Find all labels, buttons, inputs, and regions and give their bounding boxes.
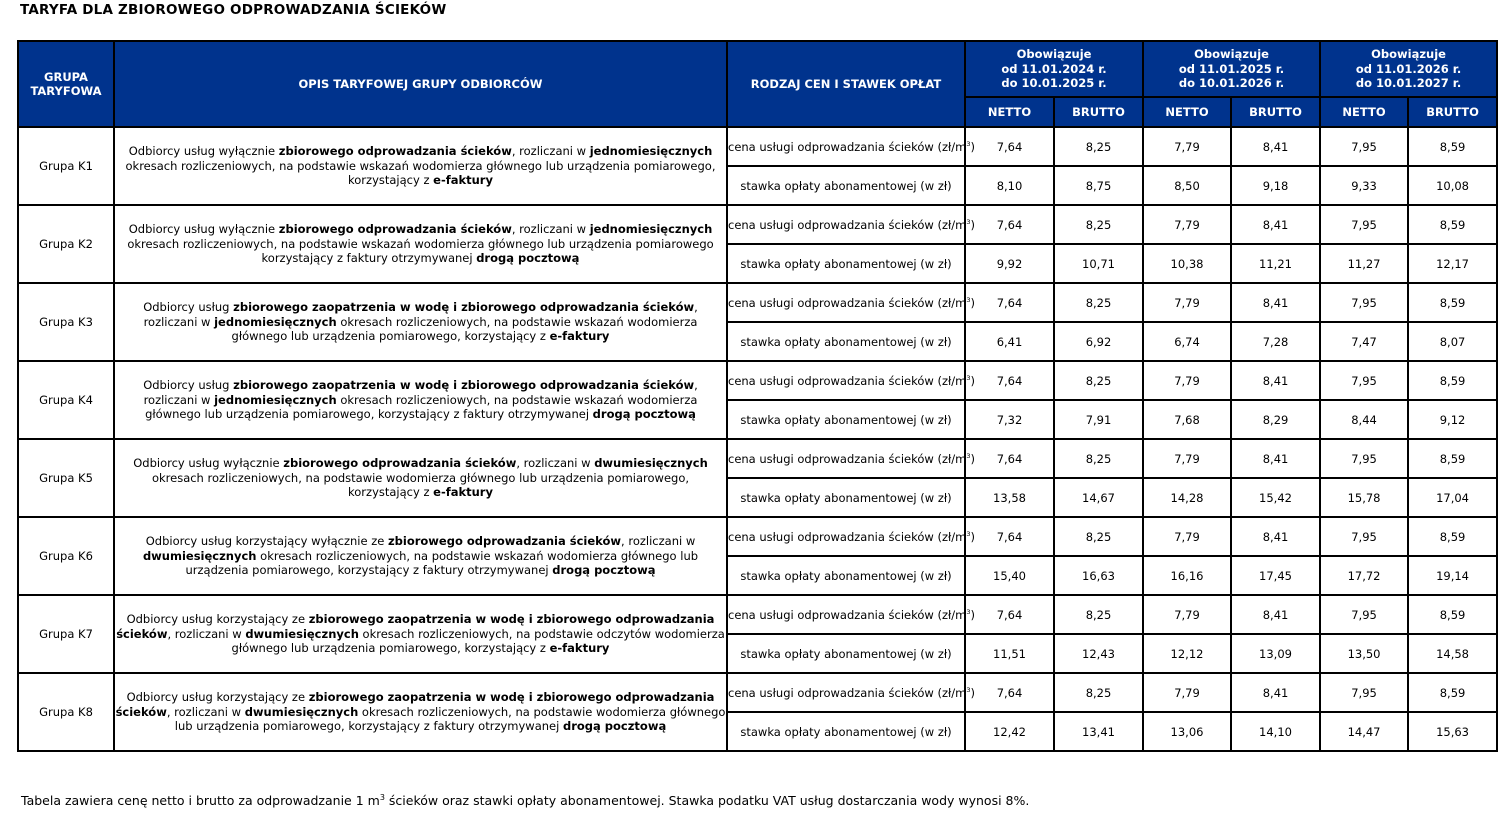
header-period-2025: Obowiązuje od 11.01.2025 r. do 10.01.2026 r. xyxy=(1143,41,1320,97)
description-segment: dwumiesięcznych xyxy=(142,548,257,563)
description-segment: zbiorowego zaopatrzenia w wodę i zbiorowego odprowadzania ścieków xyxy=(233,300,695,315)
service-price-value: 7,95 xyxy=(1320,439,1408,478)
description-segment: zbiorowego odprowadzania ścieków xyxy=(387,534,622,549)
service-price-value: 7,95 xyxy=(1320,517,1408,556)
service-price-value: 8,59 xyxy=(1408,205,1497,244)
description-segment: , rozliczani w xyxy=(511,222,590,237)
service-price-value: 8,41 xyxy=(1231,361,1320,400)
description-segment: Odbiorcy usług wyłącznie xyxy=(128,222,279,237)
description-segment: Odbiorcy usług xyxy=(143,300,234,315)
group-name: Grupa K7 xyxy=(18,595,114,673)
table-row xyxy=(18,127,1497,166)
service-price-value: 7,79 xyxy=(1143,205,1231,244)
description-segment: drogą pocztową xyxy=(476,251,580,266)
service-price-value: 7,95 xyxy=(1320,595,1408,634)
service-price-value: 8,59 xyxy=(1408,361,1497,400)
group-description xyxy=(114,595,727,673)
table-row xyxy=(18,595,1497,634)
description-segment: jednomiesięcznych xyxy=(589,222,713,237)
subscription-fee-value: 13,50 xyxy=(1320,634,1408,673)
subscription-fee-value: 14,47 xyxy=(1320,712,1408,751)
price-label-service: cena usługi odprowadzania ścieków $(zł/m^3)$ xyxy=(727,361,965,400)
subscription-fee-value: 8,29 xyxy=(1231,400,1320,439)
description-segment: zbiorowego zaopatrzenia w wodę i zbiorowego odprowadzania ścieków xyxy=(115,690,715,719)
subscription-fee-value: 10,08 xyxy=(1408,166,1497,205)
subscription-fee-value: 6,41 xyxy=(965,322,1054,361)
header-group: GRUPA TARYFOWA xyxy=(18,41,114,127)
table-row xyxy=(18,439,1497,478)
header-price-type: RODZAJ CEN I STAWEK OPŁAT xyxy=(727,41,965,127)
description-segment: zbiorowego odprowadzania ścieków xyxy=(278,222,512,237)
service-price-value: 7,95 xyxy=(1320,673,1408,712)
description-segment: e-faktury xyxy=(549,641,610,656)
description-segment: zbiorowego zaopatrzenia w wodę i zbiorowego odprowadzania ścieków xyxy=(233,378,695,393)
service-price-value: 7,64 xyxy=(965,283,1054,322)
service-price-value: 8,59 xyxy=(1408,673,1497,712)
price-label-service: cena usługi odprowadzania ścieków $(zł/m^3)$ xyxy=(727,517,965,556)
subscription-fee-value: 17,72 xyxy=(1320,556,1408,595)
group-description xyxy=(114,673,727,751)
service-price-value: 8,25 xyxy=(1054,595,1143,634)
price-label-subscription: stawka opłaty abonamentowej (w zł) xyxy=(727,166,965,205)
service-price-value: 8,41 xyxy=(1231,127,1320,166)
subscription-fee-value: 12,12 xyxy=(1143,634,1231,673)
table-row xyxy=(18,517,1497,556)
description-segment: zbiorowego odprowadzania ścieków xyxy=(283,456,517,471)
header-row xyxy=(18,41,1497,97)
service-price-value: 7,64 xyxy=(965,127,1054,166)
subscription-fee-value: 7,28 xyxy=(1231,322,1320,361)
price-label-service: cena usługi odprowadzania ścieków $(zł/m^3)$ xyxy=(727,439,965,478)
price-label-subscription: stawka opłaty abonamentowej (w zł) xyxy=(727,634,965,673)
subscription-fee-value: 13,09 xyxy=(1231,634,1320,673)
header-period-2026: Obowiązuje od 11.01.2026 r. do 10.01.2027 r. xyxy=(1320,41,1497,97)
description-segment: okresach rozliczeniowych, na podstawie wodomierza głównego lub urządzenia pomiarowego, korzystający z faktury otrzymywanej xyxy=(174,704,726,734)
price-label-service: cena usługi odprowadzania ścieków $(zł/m^3)$ xyxy=(727,205,965,244)
group-description xyxy=(114,205,727,283)
service-price-value: 7,64 xyxy=(965,439,1054,478)
tariff-table xyxy=(17,40,1498,752)
service-price-value: 8,59 xyxy=(1408,283,1497,322)
service-price-value: 7,64 xyxy=(965,361,1054,400)
service-price-value: 7,64 xyxy=(965,595,1054,634)
group-description xyxy=(114,283,727,361)
table-row xyxy=(18,673,1497,712)
service-price-value: 7,79 xyxy=(1143,127,1231,166)
subscription-fee-value: 16,63 xyxy=(1054,556,1143,595)
service-price-value: 7,95 xyxy=(1320,205,1408,244)
service-price-value: 8,25 xyxy=(1054,127,1143,166)
service-price-value: 8,41 xyxy=(1231,283,1320,322)
subscription-fee-value: 14,28 xyxy=(1143,478,1231,517)
subscription-fee-value: 11,21 xyxy=(1231,244,1320,283)
subscription-fee-value: 8,50 xyxy=(1143,166,1231,205)
subscription-fee-value: 9,92 xyxy=(965,244,1054,283)
service-price-value: 8,41 xyxy=(1231,205,1320,244)
description-segment: jednomiesięcznych xyxy=(589,144,713,159)
description-segment: Odbiorcy usług korzystający ze xyxy=(126,612,309,627)
header-brutto: BRUTTO xyxy=(1408,97,1497,127)
header-netto: NETTO xyxy=(1320,97,1408,127)
subscription-fee-value: 11,51 xyxy=(965,634,1054,673)
description-segment: e-faktury xyxy=(549,329,610,344)
table-row xyxy=(18,205,1497,244)
service-price-value: 8,59 xyxy=(1408,595,1497,634)
group-name: Grupa K2 xyxy=(18,205,114,283)
group-name: Grupa K5 xyxy=(18,439,114,517)
description-segment: okresach rozliczeniowych, na podstawie wodomierza głównego lub urządzenia pomiarowego, korzystający z xyxy=(151,470,690,500)
subscription-fee-value: 15,42 xyxy=(1231,478,1320,517)
description-segment: , rozliczani w xyxy=(516,456,595,471)
subscription-fee-value: 9,12 xyxy=(1408,400,1497,439)
description-segment: zbiorowego odprowadzania ścieków xyxy=(278,144,512,159)
description-segment: okresach rozliczeniowych, na podstawie wskazań wodomierza głównego lub urządzenia pomiarowego korzystający z faktury otrzymywanej xyxy=(127,236,714,266)
service-price-value: 7,95 xyxy=(1320,127,1408,166)
subscription-fee-value: 15,78 xyxy=(1320,478,1408,517)
description-segment: okresach rozliczeniowych, na podstawie wskazań wodomierza głównego lub urządzenia pomiarowego, korzystający z xyxy=(125,158,716,188)
service-price-value: 8,41 xyxy=(1231,673,1320,712)
subscription-fee-value: 9,33 xyxy=(1320,166,1408,205)
subscription-fee-value: 17,04 xyxy=(1408,478,1497,517)
description-segment: Odbiorcy usług wyłącznie xyxy=(133,456,284,471)
header-description: OPIS TARYFOWEJ GRUPY ODBIORCÓW xyxy=(114,41,727,127)
group-name: Grupa K4 xyxy=(18,361,114,439)
service-price-value: 7,95 xyxy=(1320,283,1408,322)
header-netto: NETTO xyxy=(965,97,1054,127)
description-segment: drogą pocztową xyxy=(592,407,696,422)
subscription-fee-value: 8,10 xyxy=(965,166,1054,205)
subscription-fee-value: 17,45 xyxy=(1231,556,1320,595)
description-segment: , rozliczani w xyxy=(143,300,698,329)
subscription-fee-value: 13,41 xyxy=(1054,712,1143,751)
subscription-fee-value: 19,14 xyxy=(1408,556,1497,595)
page-title: TARYFA DLA ZBIOROWEGO ODPROWADZANIA ŚCIEKÓW xyxy=(20,2,447,18)
description-segment: drogą pocztową xyxy=(552,563,656,578)
subscription-fee-value: 15,63 xyxy=(1408,712,1497,751)
service-price-value: 7,64 xyxy=(965,673,1054,712)
price-label-subscription: stawka opłaty abonamentowej (w zł) xyxy=(727,400,965,439)
subscription-fee-value: 9,18 xyxy=(1231,166,1320,205)
subscription-fee-value: 8,07 xyxy=(1408,322,1497,361)
subscription-fee-value: 12,43 xyxy=(1054,634,1143,673)
header-brutto: BRUTTO xyxy=(1054,97,1143,127)
price-label-subscription: stawka opłaty abonamentowej (w zł) xyxy=(727,322,965,361)
service-price-value: 8,25 xyxy=(1054,205,1143,244)
subscription-fee-value: 10,38 xyxy=(1143,244,1231,283)
description-segment: , rozliczani w xyxy=(167,626,246,641)
subscription-fee-value: 16,16 xyxy=(1143,556,1231,595)
description-segment: jednomiesięcznych xyxy=(214,392,337,407)
group-description xyxy=(114,517,727,595)
service-price-value: 7,79 xyxy=(1143,439,1231,478)
header-brutto: BRUTTO xyxy=(1231,97,1320,127)
group-name: Grupa K8 xyxy=(18,673,114,751)
group-name: Grupa K1 xyxy=(18,127,114,205)
description-segment: okresach rozliczeniowych, na podstawie odczytów wodomierza głównego lub urządzenia pomiarowego, korzystający z xyxy=(231,626,725,656)
description-segment: dwumiesięcznych xyxy=(245,626,359,641)
subscription-fee-value: 15,40 xyxy=(965,556,1054,595)
description-segment: okresach rozliczeniowych, na podstawie wskazań wodomierza głównego lub urządzenia pomiarowego, korzystający z xyxy=(231,314,698,344)
header-netto: NETTO xyxy=(1143,97,1231,127)
description-segment: drogą pocztową xyxy=(562,719,667,734)
subscription-fee-value: 12,17 xyxy=(1408,244,1497,283)
subscription-fee-value: 11,27 xyxy=(1320,244,1408,283)
price-label-service: cena usługi odprowadzania ścieków $(zł/m^3)$ xyxy=(727,673,965,712)
description-segment: dwumiesięcznych xyxy=(244,704,359,719)
tariff-body xyxy=(18,127,1497,751)
service-price-value: 7,79 xyxy=(1143,673,1231,712)
service-price-value: 7,79 xyxy=(1143,517,1231,556)
subscription-fee-value: 7,91 xyxy=(1054,400,1143,439)
subscription-fee-value: 7,47 xyxy=(1320,322,1408,361)
group-description xyxy=(114,127,727,205)
price-label-service: cena usługi odprowadzania ścieków $(zł/m^3)$ xyxy=(727,127,965,166)
footnote: Tabela zawiera cenę netto i brutto za odprowadzanie 1 $m^3$ ścieków oraz stawki opłaty abonamentowej. Stawka podatku VAT usług dostarczania wody wynosi 8%. xyxy=(21,793,1030,809)
subscription-fee-value: 6,92 xyxy=(1054,322,1143,361)
description-segment: e-faktury xyxy=(433,485,493,500)
subscription-fee-value: 12,42 xyxy=(965,712,1054,751)
service-price-value: 7,95 xyxy=(1320,361,1408,400)
price-label-subscription: stawka opłaty abonamentowej (w zł) xyxy=(727,712,965,751)
service-price-value: 7,79 xyxy=(1143,283,1231,322)
group-description xyxy=(114,439,727,517)
subscription-fee-value: 14,67 xyxy=(1054,478,1143,517)
description-segment: Odbiorcy usług korzystający ze xyxy=(126,690,309,705)
service-price-value: 7,79 xyxy=(1143,361,1231,400)
service-price-value: 8,25 xyxy=(1054,361,1143,400)
subscription-fee-value: 14,10 xyxy=(1231,712,1320,751)
subscription-fee-value: 7,32 xyxy=(965,400,1054,439)
subscription-fee-value: 13,06 xyxy=(1143,712,1231,751)
subscription-fee-value: 8,44 xyxy=(1320,400,1408,439)
group-name: Grupa K3 xyxy=(18,283,114,361)
subscription-fee-value: 14,58 xyxy=(1408,634,1497,673)
service-price-value: 8,25 xyxy=(1054,517,1143,556)
description-segment: dwumiesięcznych xyxy=(594,456,708,471)
subscription-fee-value: 6,74 xyxy=(1143,322,1231,361)
header-period-2024: Obowiązuje od 11.01.2024 r. do 10.01.2025 r. xyxy=(965,41,1143,97)
service-price-value: 8,59 xyxy=(1408,127,1497,166)
service-price-value: 7,79 xyxy=(1143,595,1231,634)
description-segment: , rozliczani w xyxy=(166,704,245,719)
service-price-value: 8,25 xyxy=(1054,439,1143,478)
service-price-value: 8,41 xyxy=(1231,439,1320,478)
description-segment: Odbiorcy usług wyłącznie xyxy=(128,144,279,159)
group-description xyxy=(114,361,727,439)
description-segment: Odbiorcy usług xyxy=(143,378,234,393)
price-label-service: cena usługi odprowadzania ścieków $(zł/m^3)$ xyxy=(727,595,965,634)
description-segment: , rozliczani w xyxy=(511,144,590,159)
price-label-subscription: stawka opłaty abonamentowej (w zł) xyxy=(727,244,965,283)
description-segment: Odbiorcy usług korzystający wyłącznie ze xyxy=(145,534,388,549)
service-price-value: 8,59 xyxy=(1408,517,1497,556)
service-price-value: 8,25 xyxy=(1054,673,1143,712)
description-segment: okresach rozliczeniowych, na podstawie wskazań wodomierza głównego lub urządzenia pomiarowego, korzystający z faktury otrzymywanej xyxy=(185,548,699,578)
subscription-fee-value: 13,58 xyxy=(965,478,1054,517)
service-price-value: 8,41 xyxy=(1231,517,1320,556)
price-label-subscription: stawka opłaty abonamentowej (w zł) xyxy=(727,478,965,517)
table-row xyxy=(18,361,1497,400)
description-segment: okresach rozliczeniowych, na podstawie wskazań wodomierza głównego lub urządzenia pomiarowego, korzystający z faktury otrzymywanej xyxy=(145,392,698,422)
service-price-value: 7,64 xyxy=(965,205,1054,244)
price-label-subscription: stawka opłaty abonamentowej (w zł) xyxy=(727,556,965,595)
service-price-value: 8,59 xyxy=(1408,439,1497,478)
table-row xyxy=(18,283,1497,322)
group-name: Grupa K6 xyxy=(18,517,114,595)
description-segment: , rozliczani w xyxy=(621,534,696,549)
subscription-fee-value: 7,68 xyxy=(1143,400,1231,439)
description-segment: zbiorowego zaopatrzenia w wodę i zbiorowego odprowadzania ścieków xyxy=(116,612,715,641)
subscription-fee-value: 10,71 xyxy=(1054,244,1143,283)
service-price-value: 8,25 xyxy=(1054,283,1143,322)
service-price-value: 8,41 xyxy=(1231,595,1320,634)
description-segment: , rozliczani w xyxy=(143,378,698,407)
subscription-fee-value: 8,75 xyxy=(1054,166,1143,205)
price-label-service: cena usługi odprowadzania ścieków $(zł/m^3)$ xyxy=(727,283,965,322)
description-segment: jednomiesięcznych xyxy=(214,314,337,329)
service-price-value: 7,64 xyxy=(965,517,1054,556)
description-segment: e-faktury xyxy=(433,173,493,188)
